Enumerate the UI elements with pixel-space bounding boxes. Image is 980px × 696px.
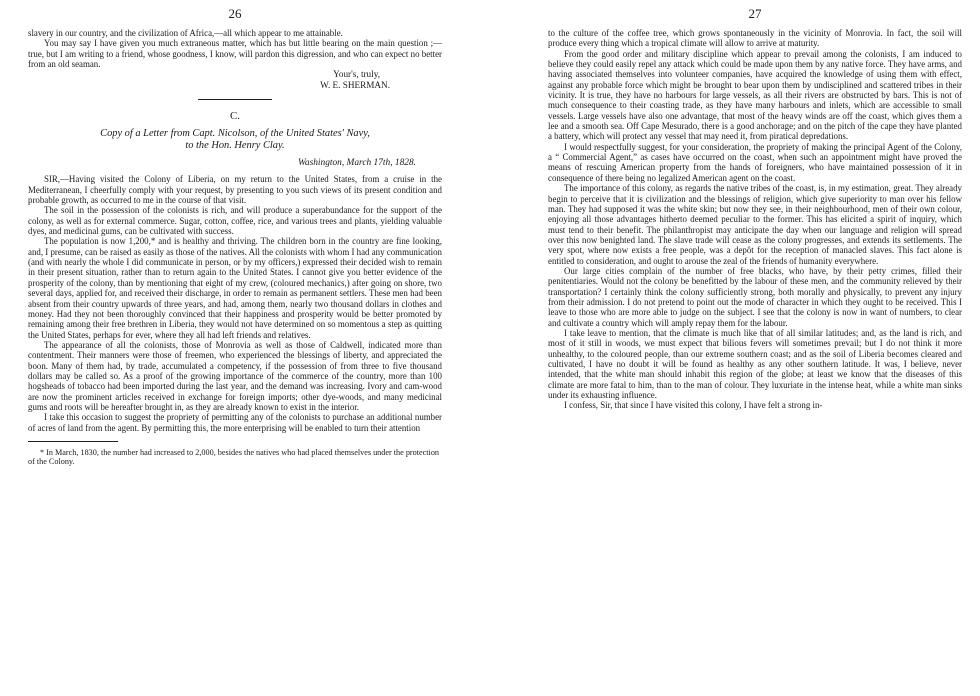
body-paragraph: The importance of this colony, as regards the native tribes of the coast, is, in my estimation, great. They already begin to perceive that it is civilization and the blessings of religion, which give superiority to man over his fellow man. They had supposed it was the white skin; but now they see, in their neighbourhood, men of their own colour, enjoying all those advantages hitherto deemed peculiar to the former. This has elicited a spirit of inquiry, which must tend to their benefit. The philanthropist may anticipate the day when our language and religion will spread over this now benighted land. The slave trade will cease as the colony progresses, and extends its settlements. The very spot, where now exists a free people, was a depôt for the reception of manacled slaves. This fact alone is entitled to consideration, and ought to arouse the zeal of the friends of humanity everywhere. [548, 183, 962, 266]
letter-heading-line-2: to the Hon. Henry Clay. [185, 140, 285, 152]
section-divider [198, 99, 272, 100]
body-paragraph: I take leave to mention, that the climate is much like that of all similar latitudes; and, as the land is rich, and most of it still in woods, we must expect that bilious fevers will sometimes prevail; but I do not think it more unhealthy, to the coloured people, than our extreme southern coast; and as the soil of Liberia becomes cleared and cultivated, I have no doubt it will be found as healthy as any other southern latitude. It was, I believe, never intended, that the white man should inhabit this region of the globe; at least we know that the diseases of this climate are more fatal to him, than to the man of colour. They luxuriate in the intense heat, while a white man sinks under its exhausting influence. [548, 327, 962, 401]
letter-closing: Your's, truly, [333, 69, 380, 80]
letter-dateline: Washington, March 17th, 1828. [297, 158, 416, 169]
letter-signature: W. E. SHERMAN. [320, 80, 390, 91]
body-paragraph: I would respectfully suggest, for your consideration, the propriety of making the principal Agent of the Colony, a “ Commercial Agent,” as cases have occurred on the coast, when such an appointment might have proved the means of rescuing American property from the hands of foreigners, who have maintained possession of it in consequence of there being no legalized American agent on the coast. [548, 141, 962, 183]
footnote-rule [28, 441, 118, 442]
right-page [548, 0, 962, 696]
letter-heading-line-1: Copy of a Letter from Capt. Nicolson, of the United States' Navy, [100, 128, 370, 140]
body-paragraph: Our large cities complain of the number of free blacks, who have, by their petty crimes, filled their penitentiaries. Would not the colony be benefitted by the labour of these men, and the community relieved by their transportation? I certainly think the colony sufficiently strong, both morally and physically, to prevent any injury from their admission. I do not pretend to point out the mode of character in which they ought to be received. This I leave to those who are more able to judge on the subject. I see that the colony is now in want of numbers, to clear and cultivate a country which will amply repay them for the labour. [548, 265, 962, 328]
page-number-left: 26 [228, 6, 242, 21]
body-paragraph: I confess, Sir, that since I have visited this colony, I have felt a strong in- [564, 400, 823, 411]
right-page-text [548, 28, 962, 411]
apology-paragraph: You may say I have given you much extraneous matter, which has but little bearing on the main question ;—true, but I am writing to a friend, whose goodness, I know, will pardon this digression, and who can expect no better from an old seaman. [28, 38, 442, 70]
body-paragraph: The soil in the possession of the colonists is rich, and will produce a superabundance for the support of the colony, as well as for external commerce. Sugar, cotton, coffee, rice, and various trees and plants, yielding valuable dyes, and medicinal gums, can be cultivated with success. [28, 205, 442, 237]
opening-paragraph: slavery in our country, and the civilization of Africa,—all which appear to me attainable. [28, 28, 343, 38]
appendix-letter-mark: C. [229, 110, 241, 123]
body-paragraph: to the culture of the coffee tree, which grows spontaneously in the vicinity of Monrovia. In fact, the soil will produce every thing which a tropical climate will allow to arrive at maturity. [548, 28, 962, 49]
body-paragraph: The appearance of all the colonists, those of Monrovia as well as those of Caldwell, indicated more than contentment. Their manners were those of freemen, who experienced the blessings of liberty, and appreciated the boon. Many of them had, by trade, accumulated a competency, if the possession of from three to five thousand dollars may be called so. As a proof of the growing importance of the commerce of the country, more than 100 hogsheads of tobacco had been imported during the last year, and the demand was increasing. Ivory and cam-wood are now the prominent articles received in exchange for foreign imports; other dye-woods, and many medicinal gums and roots will be hereafter brought in, as they are already known to exist in the interior. [28, 339, 442, 412]
footnote: * In March, 1830, the number had increased to 2,000, besides the natives who had placed themselves under the protection of the Colony. [28, 447, 440, 467]
body-paragraph: SIR,—Having visited the Colony of Liberia, on my return to the United States, from a cruise in the Mediterranean, I cheerfully comply with your request, by presenting to you such views of its present condition and probable growth, as occurred to me in the course of that visit. [28, 174, 442, 206]
left-page [28, 0, 442, 696]
left-page-text [28, 28, 442, 69]
page-number-right: 27 [748, 6, 762, 21]
body-paragraph: From the good order and military discipline which appear to prevail among the colonists, I am induced to believe they could easily repel any attack which could be made upon them by any native force. They have arms, and having associated themselves into volunteer companies, have acquired the knowledge of using them with effect, against any probable force which might be brought to bear upon them by undisciplined and scattered tribes in their vicinity. It is true, they have no harbours for large vessels, as all their rivers are obstructed by bars. This is not of much consequence to their coasting trade, as they have many harbours and inlets, which are accessible to small vessels. Large vessels have also one advantage, that most of the heavy winds are off the coast, which gives them a lee and a smooth sea. Off Cape Mesurado, there is a good anchorage; and on the pitch of the cape they have planted a battery, which will protect any vessel that may need it, from piratical depredations. [548, 48, 962, 142]
body-paragraph: The population is now 1,200,* and is healthy and thriving. The children born in the country are fine looking, and, I presume, can be raised as easily as those of the natives. All the colonists with whom I had any communication (and with nearly the whole I did communicate in person, or by my officers,) expressed their decided wish to remain in their present situation, rather than to return again to the United States. I cannot give you better evidence of the prosperity of the colony, than by mentioning that eight of my crew, (coloured mechanics,) after going on shore, two several days, applied for, and received their discharge, in order to remain as permanent settlers. These men had been absent from their country upwards of three years, and had, among them, nearly two thousand dollars in clothes and money. Had they not been thoroughly convinced that their happiness and prosperity would be better promoted by remaining among their free brethren in Liberia, they would not have determined on so momentous a step as quitting the United States, perhaps for ever, where they all had left friends and relatives. [28, 236, 442, 340]
letter-body [28, 174, 442, 433]
body-paragraph: I take this occasion to suggest the propriety of permitting any of the colonists to purchase an additional number of acres of land from the agent. By permitting this, the more enterprising will be enabled to turn their attention [28, 412, 442, 433]
